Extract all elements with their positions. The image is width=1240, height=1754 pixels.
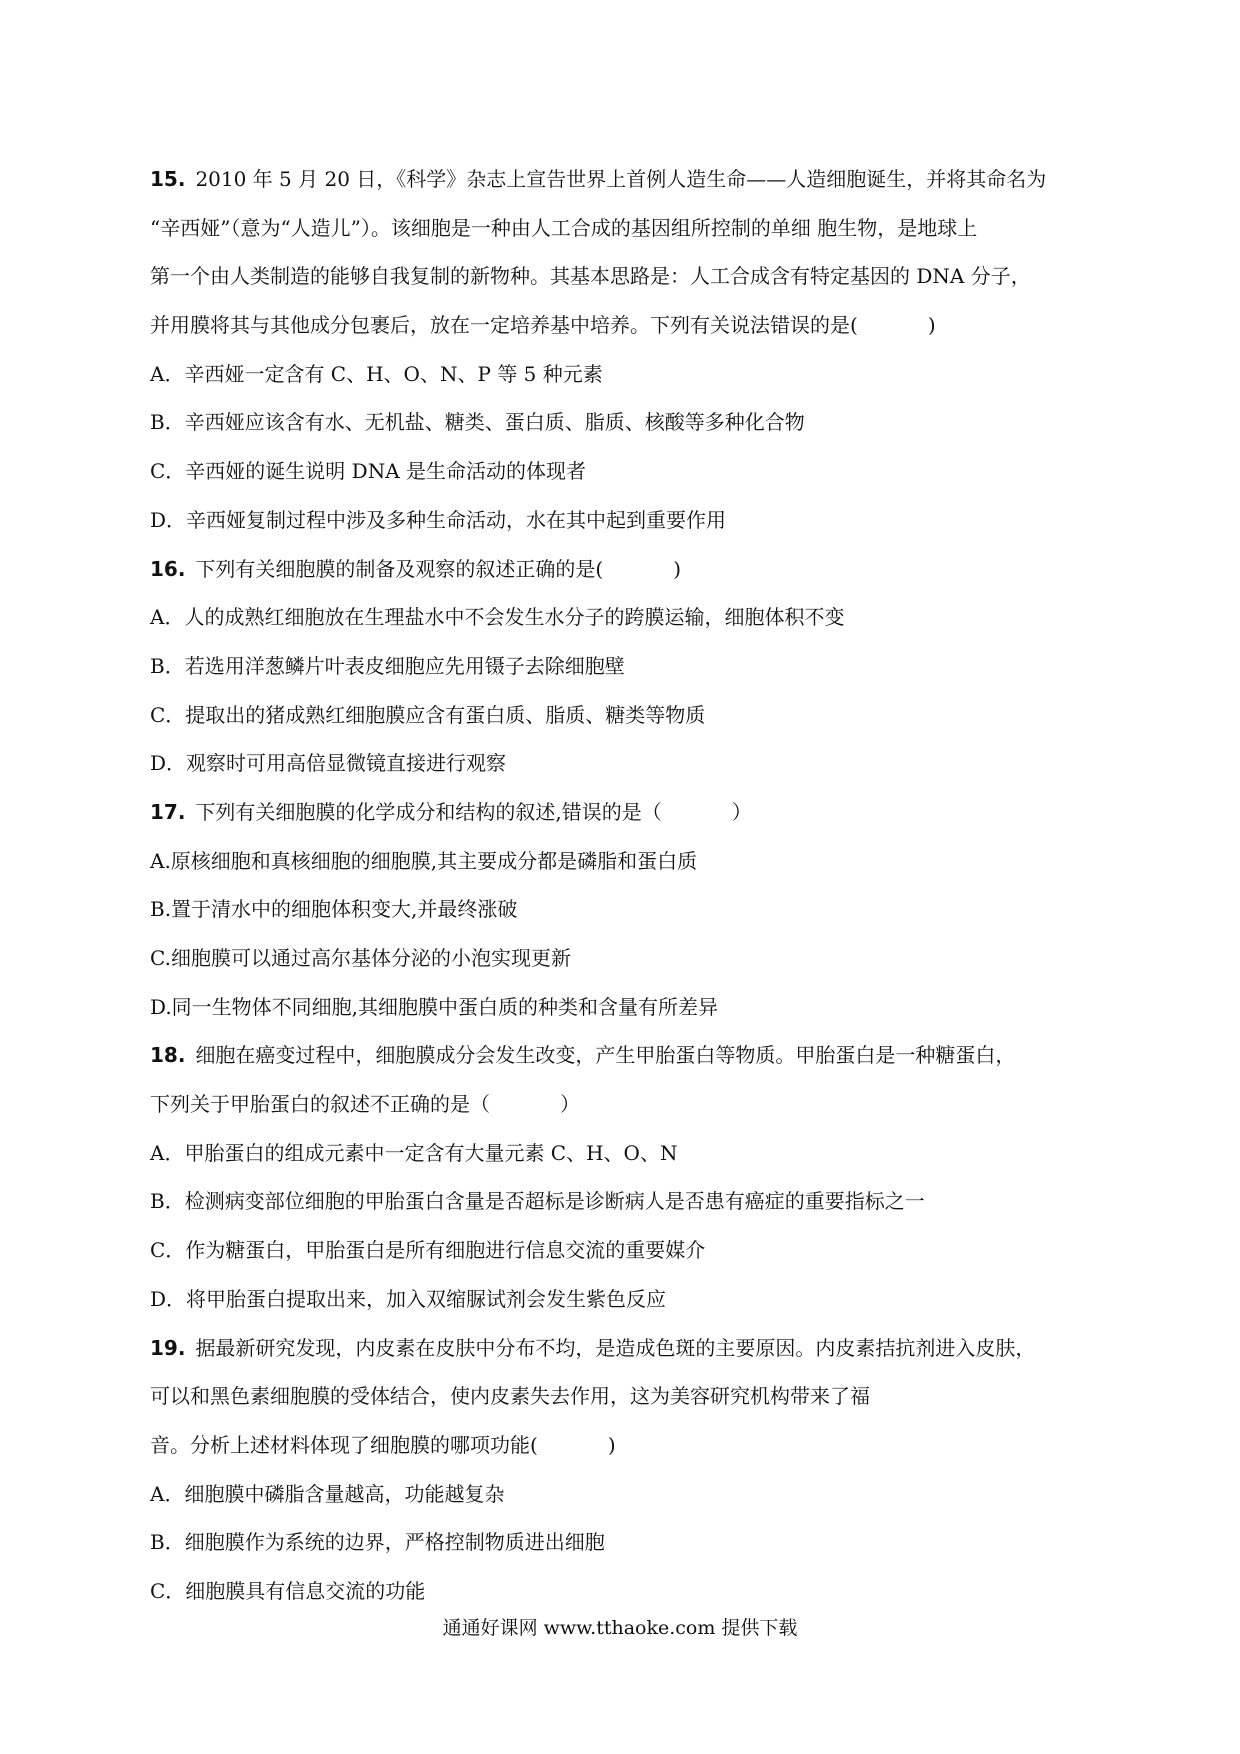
question-number: 15. <box>150 167 186 191</box>
question-19 <box>150 1324 1110 1616</box>
stem-text: 2010 年 5 月 20 日，《科学》杂志上宣告世界上首例人造生命——人造细胞诞生，并将其命名为 <box>195 167 1047 191</box>
page-footer: 通通好课网 www.tthaoke.com 提供下载 <box>442 1617 798 1639</box>
question-stem-line <box>150 545 1110 594</box>
stem-text: 细胞在癌变过程中，细胞膜成分会发生改变，产生甲胎蛋白等物质。甲胎蛋白是一种糖蛋白， <box>195 1043 1016 1068</box>
option-c: C．提取出的猪成熟红细胞膜应含有蛋白质、脂质、糖类等物质 <box>150 702 706 727</box>
option-d: D．观察时可用高倍显微镜直接进行观察 <box>150 751 507 776</box>
option-a: A．辛西娅一定含有 C、H、O、N、P 等 5 种元素 <box>150 361 603 386</box>
option-b: B．细胞膜作为系统的边界，严格控制物质进出细胞 <box>150 1530 605 1555</box>
question-stem-line <box>150 1421 1110 1470</box>
option-a: A．细胞膜中磷脂含量越高，功能越复杂 <box>150 1481 505 1506</box>
question-16 <box>150 545 1110 788</box>
stem-text: 下列有关细胞膜的化学成分和结构的叙述,错误的是（ <box>195 799 662 824</box>
question-18 <box>150 1031 1110 1323</box>
question-stem-line <box>150 1324 1110 1373</box>
option-b: B．辛西娅应该含有水、无机盐、糖类、蛋白质、脂质、核酸等多种化合物 <box>150 410 805 435</box>
option-c: C．辛西娅的诞生说明 DNA 是生命活动的体现者 <box>150 459 586 484</box>
answer-paren-close: ） <box>731 799 752 824</box>
option-d: D．将甲胎蛋白提取出来，加入双缩脲试剂会发生紫色反应 <box>150 1286 667 1311</box>
option-d: D.同一生物体不同细胞,其细胞膜中蛋白质的种类和含量有所差异 <box>150 994 719 1019</box>
stem-text: 并用膜将其与其他成分包裹后，放在一定培养基中培养。下列有关说法错误的是( <box>150 313 858 338</box>
option-c: C.细胞膜可以通过高尔基体分泌的小泡实现更新 <box>150 946 571 970</box>
option-d: D．辛西娅复制过程中涉及多种生命活动，水在其中起到重要作用 <box>150 507 727 532</box>
question-stem-line: “辛西娅”（意为“人造儿”）。该细胞是一种由人工合成的基因组所控制的单细 胞生物，是地球上 <box>150 215 978 240</box>
answer-paren-close: ） <box>560 1092 580 1117</box>
option-b: B．检测病变部位细胞的甲胎蛋白含量是否超标是诊断病人是否患有癌症的重要指标之一 <box>150 1189 925 1214</box>
question-stem-line <box>150 155 1110 204</box>
question-stem-line <box>150 788 1110 837</box>
question-stem-line <box>150 301 1110 350</box>
option-b: B.置于清水中的细胞体积变大,并最终涨破 <box>150 897 518 922</box>
option-a: A．人的成熟红细胞放在生理盐水中不会发生水分子的跨膜运输，细胞体积不变 <box>150 605 845 630</box>
question-number: 19. <box>150 1335 186 1360</box>
question-17 <box>150 788 1110 1031</box>
question-number: 17. <box>150 799 186 824</box>
question-stem-line: 第一个由人类制造的能够自我复制的新物种。其基本思路是：人工合成含有特定基因的 DNA 分子， <box>150 264 1031 289</box>
question-stem-line: 可以和黑色素细胞膜的受体结合，使内皮素失去作用，这为美容研究机构带来了福 <box>150 1384 870 1409</box>
stem-text: 据最新研究发现，内皮素在皮肤中分布不均，是造成色斑的主要原因。内皮素拮抗剂进入皮肤， <box>195 1335 1036 1360</box>
option-a: A.原核细胞和真核细胞的细胞膜,其主要成分都是磷脂和蛋白质 <box>150 848 698 873</box>
option-c: C．细胞膜具有信息交流的功能 <box>150 1578 426 1603</box>
answer-paren-close: ) <box>927 313 936 338</box>
question-stem-line <box>150 1031 1110 1080</box>
stem-text: 下列有关细胞膜的制备及观察的叙述正确的是( <box>195 556 604 581</box>
question-list <box>150 155 1110 1616</box>
question-15 <box>150 155 1110 545</box>
question-number: 16. <box>150 556 186 581</box>
stem-text: 下列关于甲胎蛋白的叙述不正确的是（ <box>150 1092 490 1117</box>
option-a: A．甲胎蛋白的组成元素中一定含有大量元素 C、H、O、N <box>150 1140 678 1165</box>
answer-paren-close: ) <box>607 1432 616 1457</box>
question-stem-line <box>150 1080 1110 1129</box>
question-number: 18. <box>150 1043 186 1068</box>
option-c: C．作为糖蛋白，甲胎蛋白是所有细胞进行信息交流的重要媒介 <box>150 1238 706 1263</box>
answer-paren-close: ) <box>673 556 682 581</box>
option-b: B．若选用洋葱鳞片叶表皮细胞应先用镊子去除细胞壁 <box>150 653 625 678</box>
stem-text: 音。分析上述材料体现了细胞膜的哪项功能( <box>150 1432 538 1457</box>
